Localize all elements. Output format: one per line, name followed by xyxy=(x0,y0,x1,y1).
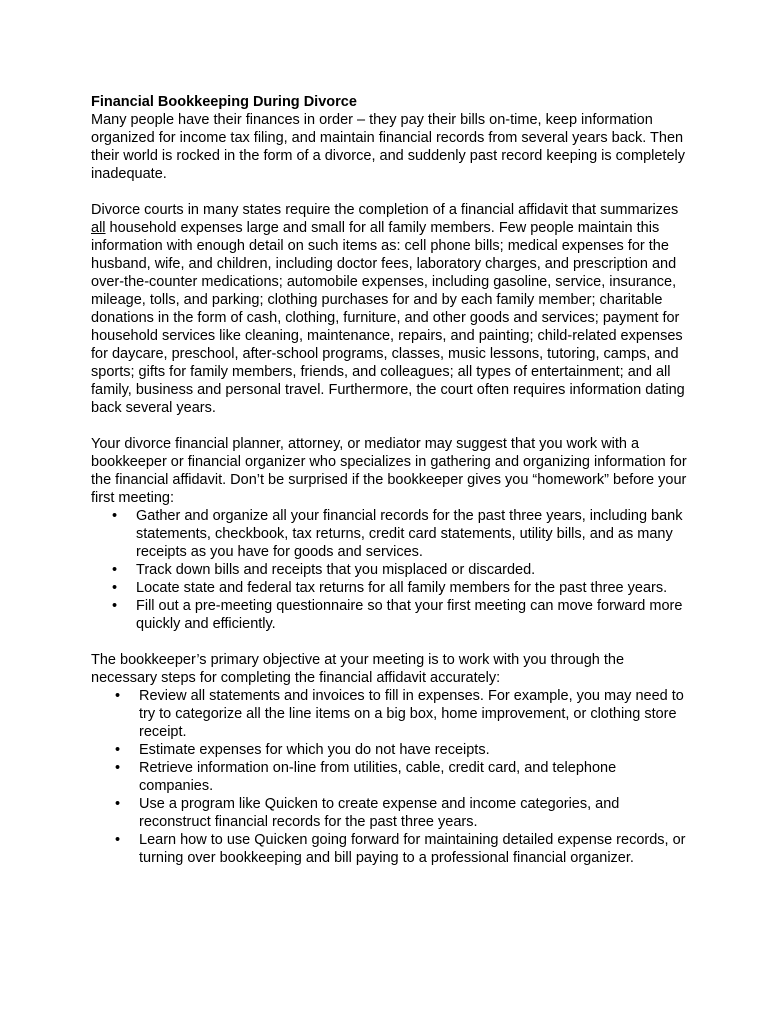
list-item: • Gather and organize all your financial records for the past three years, including bank statements, checkbook, tax returns, credit card statements, utility bills, and as many receipts as you have for goods and services. xyxy=(112,508,683,560)
list-item: • Review all statements and invoices to fill in expenses. For example, you may need to try to categorize all the line items on a big box, home improvement, or clothing store receipt. xyxy=(115,688,684,740)
document-body xyxy=(91,93,691,867)
list-item: • Track down bills and receipts that you misplaced or discarded. xyxy=(112,562,536,578)
bullet: • xyxy=(112,598,118,614)
bullet: • xyxy=(115,742,121,758)
bullet: • xyxy=(112,562,118,578)
bullet: • xyxy=(115,796,121,812)
list-item: • Learn how to use Quicken going forward for maintaining detailed expense records, or turning over bookkeeping and bill paying to a professional financial organizer. xyxy=(115,832,686,866)
list-item: • Use a program like Quicken to create expense and income categories, and reconstruct financial records for the past three years. xyxy=(115,796,620,830)
courts-text-before: Divorce courts in many states require the completion of a financial affidavit that summarizes xyxy=(91,202,679,218)
underlined-all: all xyxy=(91,220,106,236)
list-item: • Retrieve information on-line from utilities, cable, credit card, and telephone companies. xyxy=(115,760,617,794)
planner-paragraph: Your divorce financial planner, attorney, or mediator may suggest that you work with a bookkeeper or financial organizer who specializes in gathering and organizing information for the financial affidavit. Don’t be surprised if the bookkeeper gives you “homework” before your first meeting: xyxy=(91,436,687,506)
courts-paragraph xyxy=(91,201,691,417)
intro-paragraph: Many people have their finances in order – they pay their bills on-time, keep information organized for income tax filing, and maintain financial records from several years back. Then their world is rocked in the form of a divorce, and suddenly past record keeping is completely inadequate. xyxy=(91,112,685,182)
list-item: • Locate state and federal tax returns for all family members for the past three years. xyxy=(112,580,668,596)
bullet: • xyxy=(112,580,118,596)
bullet: • xyxy=(115,832,121,848)
bullet: • xyxy=(112,508,118,524)
list-item: • Fill out a pre-meeting questionnaire so that your first meeting can move forward more quickly and efficiently. xyxy=(112,598,683,632)
objective-list xyxy=(91,687,691,867)
objective-paragraph: The bookkeeper’s primary objective at your meeting is to work with you through the necessary steps for completing the financial affidavit accurately: xyxy=(91,652,625,686)
list-item: • Estimate expenses for which you do not have receipts. xyxy=(115,742,490,758)
bullet: • xyxy=(115,688,121,704)
bullet: • xyxy=(115,760,121,776)
courts-text-after: household expenses large and small for all family members. Few people maintain this information with enough detail on such items as: cell phone bills; medical expenses for the husband, wife, and children, including doctor fees, laboratory charges, and prescription and over-the-counter medications; automobile expenses, including gasoline, service, insurance, mileage, tolls, and parking; clothing purchases for and by each family member; charitable donations in the form of cash, clothing, furniture, and other goods and services; payment for household services like cleaning, maintenance, repairs, and painting; child-related expenses for daycare, preschool, after-school programs, classes, music lessons, tutoring, camps, and sports; gifts for family members, friends, and colleagues; all types of entertainment; and all family, business and personal travel. Furthermore, the court often requires information dating back several years. xyxy=(91,220,685,416)
homework-list xyxy=(91,507,691,633)
document-title: Financial Bookkeeping During Divorce xyxy=(91,94,357,110)
